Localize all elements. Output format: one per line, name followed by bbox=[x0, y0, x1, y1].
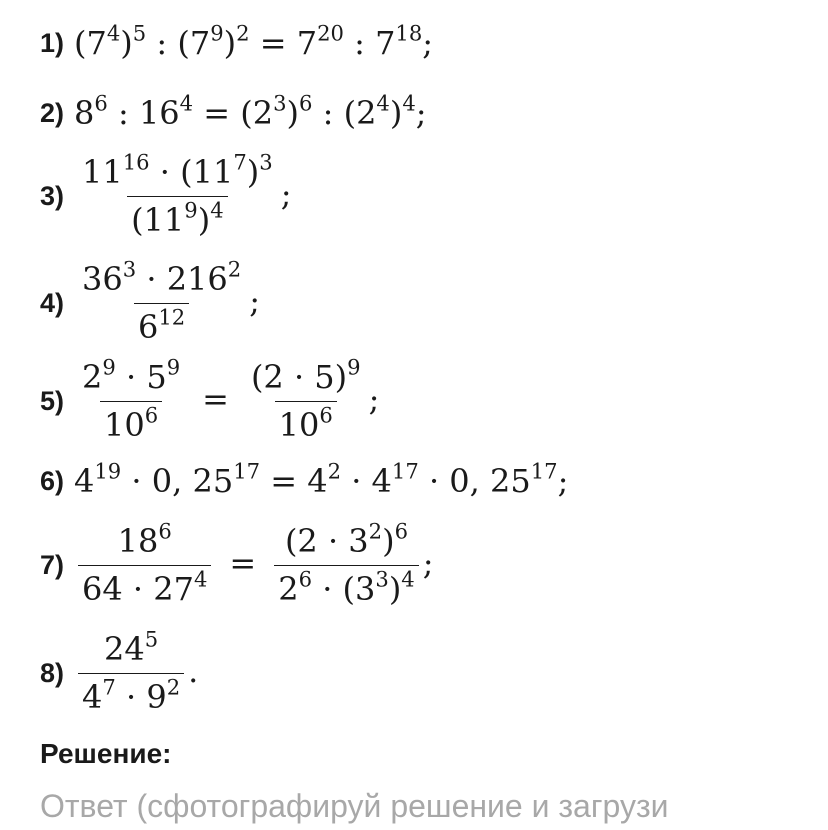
denominator: $10^6$ bbox=[275, 401, 337, 443]
denominator: $4^7 \cdot 9^2$ bbox=[78, 673, 184, 715]
denominator: $64 \cdot 27^4$ bbox=[78, 565, 211, 607]
numerator: $(2 \cdot 5)^9$ bbox=[250, 354, 361, 396]
problem-2 bbox=[40, 90, 427, 132]
problem-number: 1) bbox=[40, 27, 65, 58]
problem-5 bbox=[40, 354, 380, 445]
numerator: $(2 \cdot 3^2)^6$ bbox=[284, 518, 409, 560]
problem-1 bbox=[40, 20, 434, 62]
problem-number: 8) bbox=[40, 658, 65, 689]
math-expression: $\frac{18^6}{64 \cdot 27^4}$ = $\frac{(2 \cdot 3^2)^6}{2^6 \cdot (3^3)^4}$ ; bbox=[74, 524, 434, 607]
fraction bbox=[78, 256, 245, 347]
numerator: $36^3 \cdot 216^2$ bbox=[82, 256, 242, 298]
answer-input-placeholder[interactable]: Ответ (сфотографируй решение и загрузи bbox=[40, 788, 669, 824]
problem-3 bbox=[40, 149, 292, 240]
numerator: $24^5$ bbox=[103, 626, 159, 668]
denominator: $(11^9)^4$ bbox=[127, 196, 228, 238]
problem-number: 5) bbox=[40, 386, 65, 417]
solution-heading: Решение: bbox=[40, 738, 172, 769]
problem-number: 4) bbox=[40, 288, 65, 319]
math-expression: $\frac{24^5}{4^7 \cdot 9^2}$ . bbox=[74, 632, 198, 715]
math-expression: $4^{19} \cdot 0$, $25^{17} = 4^2 \cdot 4^{17} \cdot 0$, $25^{17}$; bbox=[74, 458, 569, 500]
problem-number: 7) bbox=[40, 550, 65, 581]
numerator: $2^9 \cdot 5^9$ bbox=[82, 354, 181, 396]
math-expression: $8^6$ : $16^4 = (2^3)^6$ : $(2^4)^4$; bbox=[74, 90, 427, 132]
fraction bbox=[78, 149, 277, 240]
fraction bbox=[78, 354, 184, 445]
fraction bbox=[78, 626, 184, 717]
denominator: $6^{12}$ bbox=[134, 303, 189, 345]
math-expression: $\frac{11^{16} \cdot (11^7)^3}{(11^9)^4}$ ; bbox=[74, 155, 291, 238]
math-expression: $\frac{2^9 \cdot 5^9}{10^6}$ = $\frac{(2 \cdot 5)^9}{10^6}$ ; bbox=[74, 360, 379, 443]
denominator: $2^6 \cdot (3^3)^4$ bbox=[274, 565, 419, 607]
problem-number: 2) bbox=[40, 97, 65, 128]
problem-6 bbox=[40, 458, 569, 500]
numerator: $18^6$ bbox=[117, 518, 172, 560]
problem-number: 3) bbox=[40, 181, 65, 212]
numerator: $11^{16} \cdot (11^7)^3$ bbox=[82, 149, 273, 191]
math-expression: $(7^4)^5$ : $(7^9)^2 = 7^{20}$ : $7^{18}$; bbox=[74, 20, 434, 62]
problem-7 bbox=[40, 518, 434, 609]
fraction bbox=[247, 354, 365, 445]
problem-4 bbox=[40, 256, 260, 347]
fraction bbox=[78, 518, 211, 609]
math-expression: $\frac{36^3 \cdot 216^2}{6^{12}}$ ; bbox=[74, 262, 260, 345]
fraction bbox=[274, 518, 419, 609]
problem-number: 6) bbox=[40, 465, 65, 496]
problem-8 bbox=[40, 626, 199, 717]
denominator: $10^6$ bbox=[100, 401, 162, 443]
